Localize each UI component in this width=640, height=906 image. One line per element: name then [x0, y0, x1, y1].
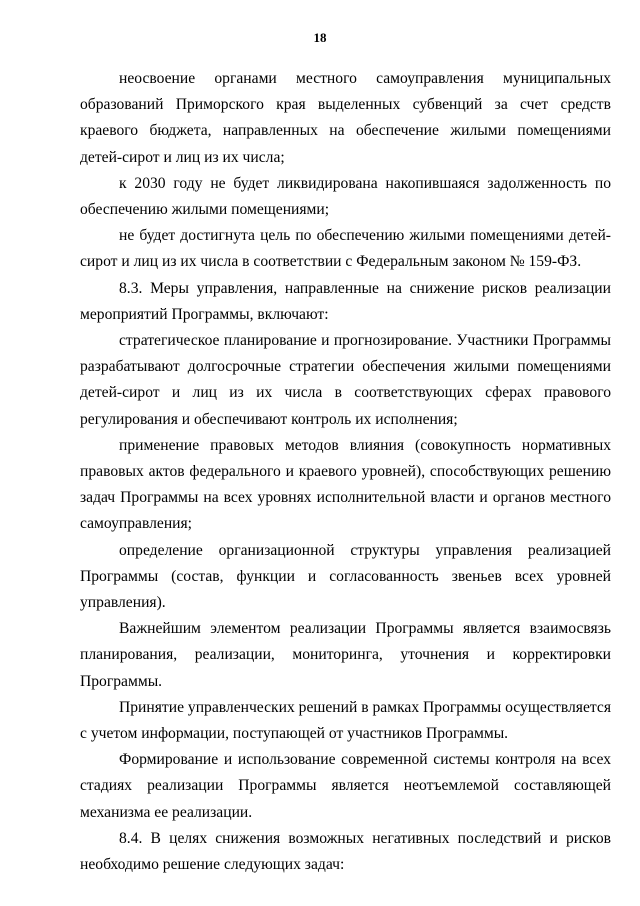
page-number: 18 [313, 30, 327, 45]
paragraph-section-8-4: 8.4. В целях снижения возможных негативных последствий и рисков необходимо решение следующих задач: [80, 829, 611, 874]
paragraph-section-8-3: 8.3. Меры управления, направленные на снижение рисков реализации мероприятий Программы, включают: [80, 279, 611, 323]
paragraph-legal-methods: применение правовых методов влияния (совокупность нормативных правовых актов федерального и краевого уровней), способствующих решению задач Программы на всех уровнях исполнительной власти и органов местного самоуправления; [80, 436, 611, 533]
paragraph-control-system: Формирование и использование современной системы контроля на всех стадиях реализации Программы является неотъемлемой составляющей механизма ее реализации. [80, 751, 611, 821]
document-body [80, 66, 611, 878]
paragraph-unused-subventions: неосвоение органами местного самоуправления муниципальных образований Приморского края выделенных субвенций за счет средств краевого бюджета, направленных на обеспечение жилыми помещениями детей-сирот и лиц из их числа; [80, 70, 611, 166]
paragraph-debt-2030: к 2030 году не будет ликвидирована накопившаяся задолженность по обеспечению жилыми помещениями; [80, 174, 611, 219]
paragraph-management-decisions: Принятие управленческих решений в рамках Программы осуществляется с учетом информации, поступающей от участников Программы. [80, 698, 612, 743]
paragraph-goal-not-achieved: не будет достигнута цель по обеспечению жилыми помещениями детей-сирот и лиц из их числа в соответствии с Федеральным законом № 159-ФЗ. [80, 227, 611, 271]
paragraph-org-structure: определение организационной структуры управления реализацией Программы (состав, функции и согласованность звеньев всех уровней управления). [80, 541, 611, 612]
paragraph-strategic-planning: стратегическое планирование и прогнозирование. Участники Программы разрабатывают долгосрочные стратегии обеспечения жилыми помещениями детей-сирот и лиц из их числа в соответствующих сферах правового регулирования и обеспечивают контроль их исполнения; [80, 332, 611, 428]
paragraph-key-element: Важнейшим элементом реализации Программы является взаимосвязь планирования, реализации, мониторинга, уточнения и корректировки Программы. [80, 620, 611, 690]
